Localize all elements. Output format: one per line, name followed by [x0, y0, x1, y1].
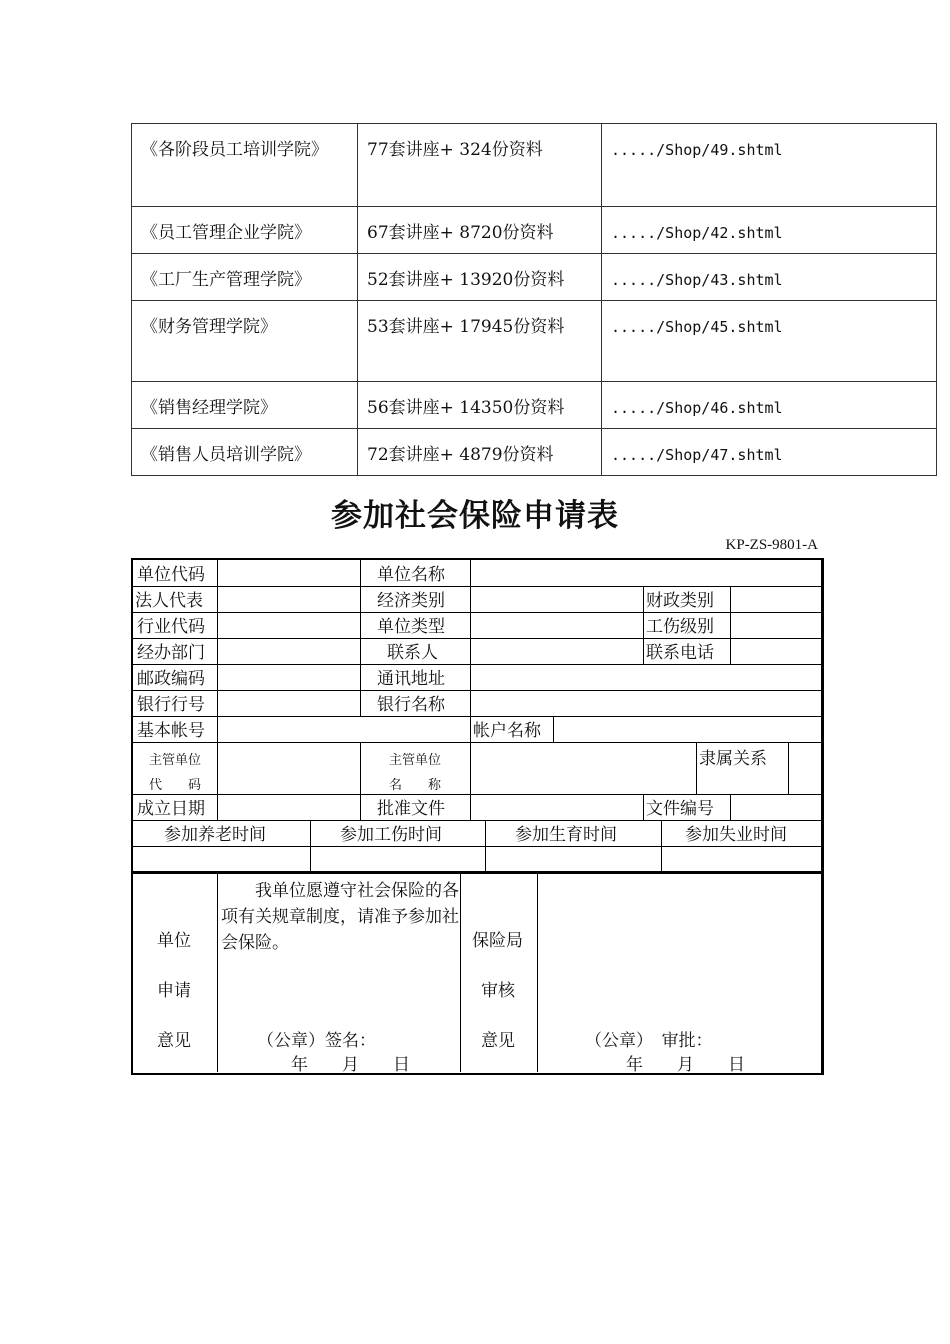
course-name: 《财务管理学院》: [132, 301, 358, 382]
course-link[interactable]: ...../Shop/42.shtml: [602, 207, 937, 254]
label-department: 经办部门: [137, 643, 205, 663]
divider: [133, 871, 821, 874]
divider: [217, 560, 218, 742]
divider: [217, 872, 218, 1072]
course-link[interactable]: ...../Shop/47.shtml: [602, 429, 937, 476]
divider: [133, 586, 821, 587]
divider: [133, 612, 821, 613]
label-bank-code: 银行行号: [137, 695, 205, 715]
label-industry-code: 行业代码: [137, 617, 205, 637]
course-content: 77套讲座+ 324份资料: [358, 124, 602, 207]
label-bank-name: 银行名称: [377, 695, 445, 715]
label-contact: 联系人: [387, 643, 438, 663]
label-review: 审核: [481, 981, 515, 1001]
bureau-date: 年 月 日: [626, 1055, 745, 1075]
label-approval-doc: 批准文件: [377, 799, 445, 819]
divider: [133, 716, 821, 717]
divider: [730, 586, 731, 664]
application-form: [131, 558, 824, 1075]
label-unit-name: 单位名称: [377, 565, 445, 585]
label-supervisor-code: 主管单位: [149, 753, 202, 768]
label-supervisor-code-2: 代 码: [149, 778, 202, 793]
catalog-table: [131, 123, 937, 476]
table-row: [132, 429, 937, 476]
label-unit-type: 单位类型: [377, 617, 445, 637]
divider: [133, 690, 821, 691]
label-unit-code: 单位代码: [137, 565, 205, 585]
divider: [310, 820, 311, 871]
divider: [788, 742, 789, 794]
label-phone: 联系电话: [646, 643, 714, 663]
divider: [133, 638, 821, 639]
form-title: 参加社会保险申请表: [331, 498, 619, 534]
label-finance-type: 财政类别: [646, 591, 714, 611]
label-legal-rep: 法人代表: [135, 591, 203, 611]
label-maternity-time: 参加生育时间: [515, 825, 617, 845]
course-name: 《员工管理企业学院》: [132, 207, 358, 254]
divider: [133, 820, 821, 821]
label-bureau: 保险局: [472, 931, 523, 951]
table-row: [132, 254, 937, 301]
label-apply: 申请: [157, 981, 191, 1001]
label-supervisor-name: 主管单位: [389, 753, 442, 768]
divider: [537, 872, 538, 1072]
label-pension-time: 参加养老时间: [164, 825, 266, 845]
course-content: 72套讲座+ 4879份资料: [358, 429, 602, 476]
label-established: 成立日期: [137, 799, 205, 819]
course-link[interactable]: ...../Shop/43.shtml: [602, 254, 937, 301]
course-content: 52套讲座+ 13920份资料: [358, 254, 602, 301]
label-injury-time: 参加工伤时间: [340, 825, 442, 845]
label-injury-level: 工伤级别: [646, 617, 714, 637]
label-basic-account: 基本帐号: [137, 721, 205, 741]
label-supervisor-name-2: 名 称: [389, 778, 442, 793]
course-name: 《工厂生产管理学院》: [132, 254, 358, 301]
course-name: 《销售经理学院》: [132, 382, 358, 429]
unit-date: 年 月 日: [291, 1055, 410, 1075]
table-row: [132, 207, 937, 254]
label-address: 通讯地址: [377, 669, 445, 689]
label-unemployment-time: 参加失业时间: [685, 825, 787, 845]
course-link[interactable]: ...../Shop/49.shtml: [602, 124, 937, 207]
divider: [460, 872, 461, 1072]
label-bureau-opinion: 意见: [481, 1031, 515, 1051]
label-opinion: 意见: [157, 1031, 191, 1051]
table-row: [132, 124, 937, 207]
label-account-name: 帐户名称: [473, 721, 541, 741]
divider: [730, 794, 731, 820]
course-name: 《各阶段员工培训学院》: [132, 124, 358, 207]
course-link[interactable]: ...../Shop/45.shtml: [602, 301, 937, 382]
course-link[interactable]: ...../Shop/46.shtml: [602, 382, 937, 429]
divider: [485, 820, 486, 871]
course-name: 《销售人员培训学院》: [132, 429, 358, 476]
table-row: [132, 382, 937, 429]
divider: [553, 716, 554, 742]
divider: [217, 742, 218, 794]
form-code: KP-ZS-9801-A: [725, 537, 818, 553]
course-content: 53套讲座+ 17945份资料: [358, 301, 602, 382]
divider: [133, 794, 821, 795]
course-content: 67套讲座+ 8720份资料: [358, 207, 602, 254]
label-postcode: 邮政编码: [137, 669, 205, 689]
divider: [643, 586, 644, 664]
unit-seal-signature: （公章）签名：: [257, 1031, 376, 1051]
bureau-seal-approval: （公章） 审批：: [585, 1031, 713, 1051]
divider: [360, 560, 361, 716]
label-affiliation: 隶属关系: [699, 749, 767, 769]
divider: [217, 794, 218, 820]
unit-declaration-text: 我单位愿遵守社会保险的各项有关规章制度，请准予参加社会保险。: [221, 881, 459, 953]
table-row: [132, 301, 937, 382]
divider: [643, 794, 644, 820]
label-unit: 单位: [157, 931, 191, 951]
divider: [470, 560, 471, 820]
label-economy-type: 经济类别: [377, 591, 445, 611]
divider: [360, 742, 361, 820]
divider: [696, 742, 697, 794]
course-content: 56套讲座+ 14350份资料: [358, 382, 602, 429]
label-doc-number: 文件编号: [646, 799, 714, 819]
divider: [133, 664, 821, 665]
divider: [661, 820, 662, 871]
